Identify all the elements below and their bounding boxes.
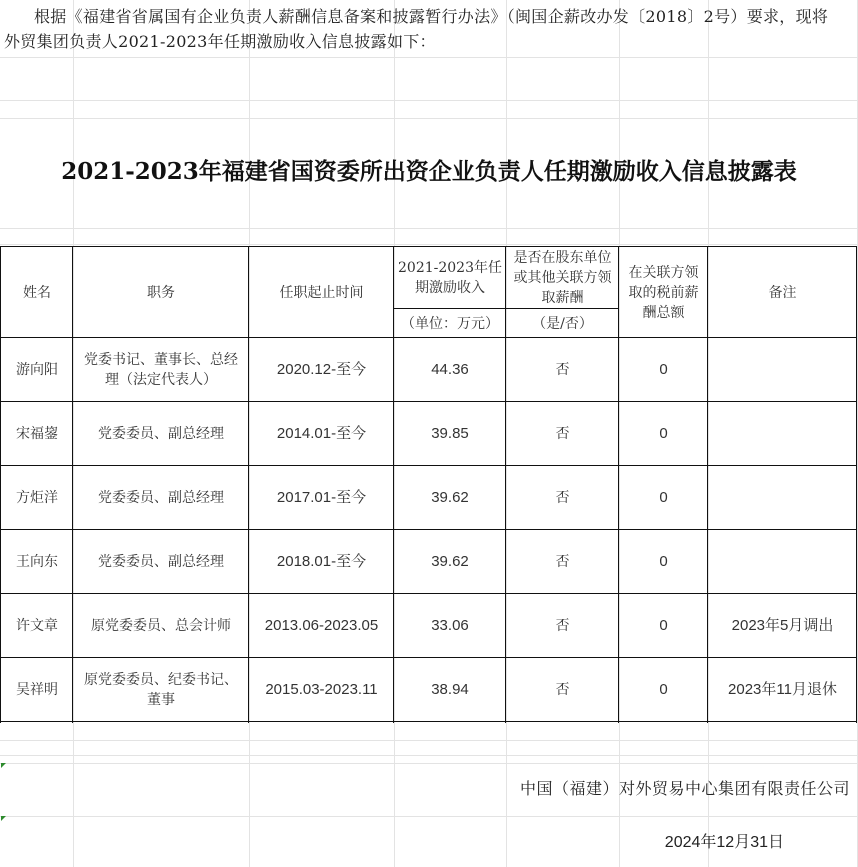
cell-name: 许文章 xyxy=(16,618,58,634)
table-border xyxy=(393,246,394,723)
cell-term: 2020.12-至今 xyxy=(276,361,367,378)
cell-income: 44.36 xyxy=(431,361,469,378)
cell-income: 39.62 xyxy=(431,489,469,506)
table-border xyxy=(0,246,857,247)
cell-term: 2013.06-2023.05 xyxy=(264,617,379,634)
cell-amount: 0 xyxy=(659,617,668,634)
cell-marker xyxy=(1,763,6,768)
cell-affiliate: 否 xyxy=(555,554,570,570)
cell-name: 游向阳 xyxy=(16,362,58,378)
footer-date: 2024年12月31日 xyxy=(664,834,784,851)
cell-remark xyxy=(708,466,857,530)
cell-position: 党委委员、副总经理 xyxy=(98,554,224,570)
cell-marker xyxy=(1,816,6,821)
table-border xyxy=(393,308,619,309)
cell-position: 党委委员、副总经理 xyxy=(98,490,224,506)
header-affiliate-amount: 在关联方领取的税前薪酬总额 xyxy=(628,264,699,321)
header-affiliate: 是否在股东单位或其他关联方领取薪酬 xyxy=(513,250,612,306)
table-border xyxy=(72,246,73,723)
table-border xyxy=(0,593,857,594)
table-border xyxy=(707,246,708,723)
cell-name: 吴祥明 xyxy=(16,682,58,698)
cell-amount: 0 xyxy=(659,489,668,506)
cell-income: 38.94 xyxy=(431,681,469,698)
cell-position: 党委委员、副总经理 xyxy=(98,426,224,442)
cell-affiliate: 否 xyxy=(555,682,570,698)
header-name: 姓名 xyxy=(23,284,51,301)
cell-remark xyxy=(708,338,857,402)
table-border xyxy=(856,246,857,723)
cell-income: 39.62 xyxy=(431,553,469,570)
table-border xyxy=(0,465,857,466)
cell-amount: 0 xyxy=(659,553,668,570)
header-income: 2021-2023年任期激励收入 xyxy=(398,260,502,296)
cell-name: 方炬洋 xyxy=(16,490,58,506)
cell-position: 原党委委员、总会计师 xyxy=(91,618,231,634)
table-border xyxy=(248,246,249,723)
cell-term: 2015.03-2023.11 xyxy=(265,681,378,698)
table-border xyxy=(618,246,619,723)
header-income-unit: （单位：万元） xyxy=(401,315,499,332)
table-border xyxy=(0,721,857,722)
cell-remark xyxy=(708,402,857,466)
cell-affiliate: 否 xyxy=(555,426,570,442)
cell-affiliate: 否 xyxy=(555,362,570,378)
table-border xyxy=(0,657,857,658)
cell-position: 原党委委员、纪委书记、董事 xyxy=(84,672,238,708)
cell-term: 2017.01-至今 xyxy=(276,489,367,506)
cell-amount: 0 xyxy=(659,361,668,378)
footer-company: 中国（福建）对外贸易中心集团有限责任公司 xyxy=(519,779,850,798)
table-border xyxy=(0,337,857,338)
page-title: 2021-2023年福建省国资委所出资企业负责人任期激励收入信息披露表 xyxy=(61,158,797,185)
table-border xyxy=(0,246,1,723)
cell-term: 2014.01-至今 xyxy=(276,425,367,442)
cell-name: 宋福鋆 xyxy=(16,426,58,442)
cell-position: 党委书记、董事长、总经理（法定代表人） xyxy=(84,352,238,388)
header-position: 职务 xyxy=(147,284,175,301)
header-remark: 备注 xyxy=(768,284,797,301)
table-border xyxy=(0,401,857,402)
cell-amount: 0 xyxy=(659,425,668,442)
cell-name: 王向东 xyxy=(16,554,58,570)
cell-income: 33.06 xyxy=(431,617,469,634)
table-border xyxy=(0,529,857,530)
cell-income: 39.85 xyxy=(431,425,469,442)
cell-affiliate: 否 xyxy=(555,618,570,634)
cell-affiliate: 否 xyxy=(555,490,570,506)
cell-remark: 2023年11月退休 xyxy=(728,681,837,698)
intro-paragraph: 根据《福建省省属国有企业负责人薪酬信息备案和披露暂行办法》（闽国企薪改办发〔2018〕2号）要求，现将外贸集团负责人2021-2023年任期激励收入信息披露如下： xyxy=(4,7,829,51)
header-affiliate-unit: （是/否） xyxy=(532,315,593,332)
table-border xyxy=(505,246,506,723)
header-term: 任职起止时间 xyxy=(279,284,364,301)
cell-remark: 2023年5月调出 xyxy=(731,617,834,634)
cell-term: 2018.01-至今 xyxy=(276,553,367,570)
cell-amount: 0 xyxy=(659,681,668,698)
cell-remark xyxy=(708,530,857,594)
